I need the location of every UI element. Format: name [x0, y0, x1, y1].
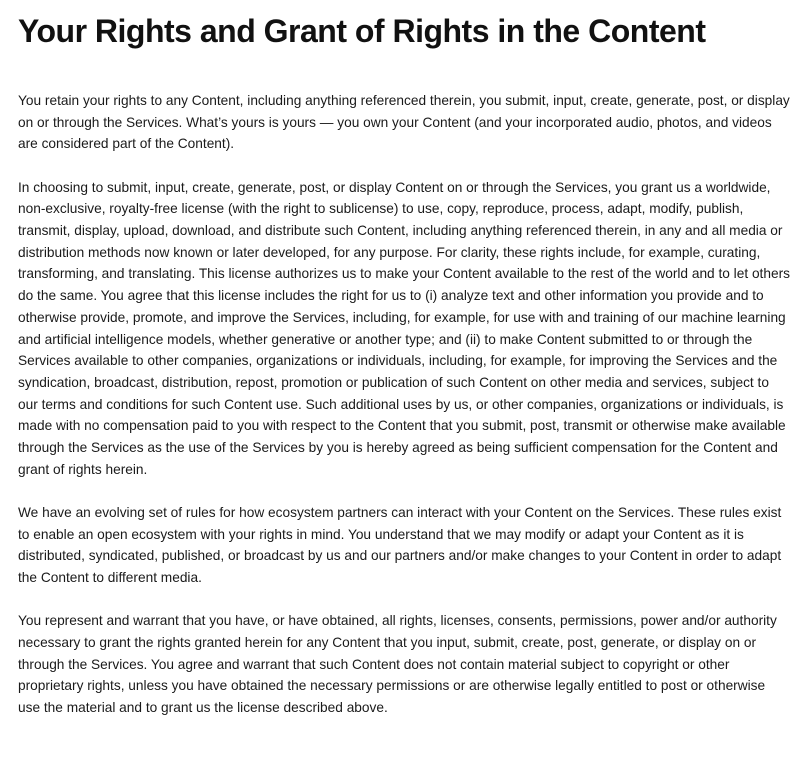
paragraph-license-grant: In choosing to submit, input, create, generate, post, or display Content on or through the Services, you grant us a worldwide, non-exclusive, royalty-free license (with the right to sublicense) to use, copy, reproduce, process, adapt, modify, publish, transmit, display, upload, download, and distribute such Content, including anything referenced therein, in any and all media or distribution methods now known or later developed, for any purpose. For clarity, these rights include, for example, curating, transforming, and translating. This license authorizes us to make your Content available to the rest of the world and to let others do the same. You agree that this license includes the right for us to (i) analyze text and other information you provide and to otherwise provide, promote, and improve the Services, including, for example, for use with and training of our machine learning and artificial intelligence models, whether generative or another type; and (ii) to make Content submitted to or through the Services available to other companies, organizations or individuals, including, for example, for improving the Services and the syndication, broadcast, distribution, repost, promotion or publication of such Content on other media and services, subject to our terms and conditions for such Content use. Such additional uses by us, or other companies, organizations or individuals, is made with no compensation paid to you with respect to the Content that you submit, post, transmit or otherwise make available through the Services as the use of the Services by you is hereby agreed as being sufficient compensation for the Content and grant of rights herein.: [18, 179, 790, 477]
page-title: Your Rights and Grant of Rights in the Content: [18, 13, 706, 49]
paragraph-warranty: You represent and warrant that you have, or have obtained, all rights, licenses, consents, permissions, power and/or authority necessary to grant the rights granted herein for any Content that you input, submit, create, post, generate, or display on or through the Services. You agree and warrant that such Content does not contain material subject to copyright or other proprietary rights, unless you have obtained the necessary permissions or are otherwise legally entitled to post or otherwise use the material and to grant us the license described above.: [18, 613, 777, 716]
paragraph-ecosystem-rules: We have an evolving set of rules for how ecosystem partners can interact with your Content on the Services. These rules exist to enable an open ecosystem with your rights in mind. You understand that we may modify or adapt your Content as it is distributed, syndicated, published, or broadcast by us and our partners and/or make changes to your Content in order to adapt the Content to different media.: [18, 504, 782, 586]
paragraph-ownership: You retain your rights to any Content, including anything referenced therein, you submit, input, create, generate, post, or display on or through the Services. What’s yours is yours — you own your Content (and your incorporated audio, photos, and videos are considered part of the Content).: [18, 93, 790, 152]
document-body: [18, 0, 790, 719]
